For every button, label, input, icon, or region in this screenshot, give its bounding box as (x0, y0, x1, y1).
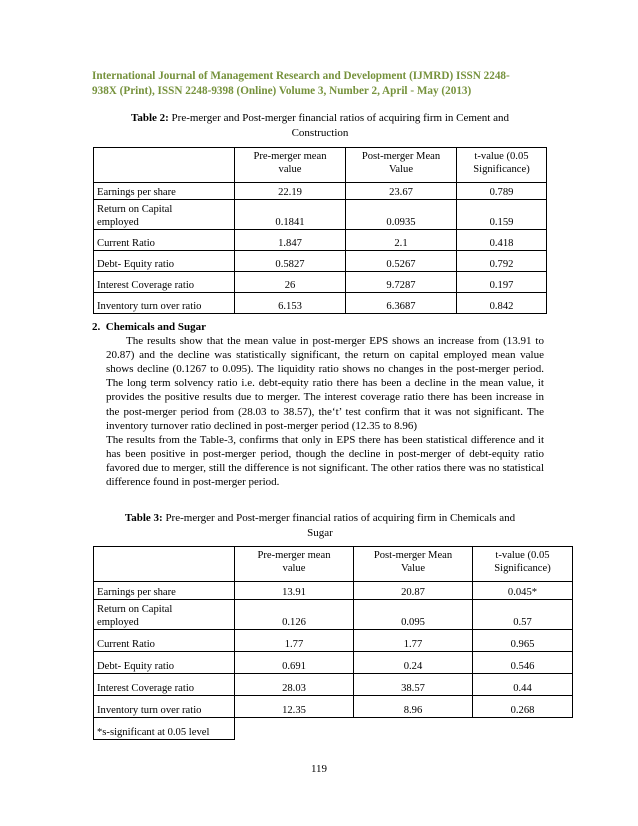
page-number: 119 (310, 763, 328, 775)
table3-footnote-row (94, 718, 573, 740)
table3-caption-label: Table 3: (124, 512, 163, 524)
row-label: Earnings per share (94, 582, 235, 600)
table3-header-empty (94, 547, 235, 582)
journal-header (92, 69, 550, 99)
table2-col-header: t-value (0.05 Significance) (457, 148, 547, 183)
table3-col-header: t-value (0.05 Significance) (473, 547, 573, 582)
table-row (94, 230, 547, 251)
post-merger-value: 0.5267 (346, 251, 457, 272)
table-row (94, 582, 573, 600)
post-merger-value: 2.1 (346, 230, 457, 251)
t-value: 0.159 (457, 200, 547, 230)
table2-caption-label: Table 2: (131, 112, 169, 124)
row-label: Return on Capital employed (94, 200, 235, 230)
pre-merger-value: 1.77 (235, 630, 354, 652)
row-label: Interest Coverage ratio (94, 272, 235, 293)
t-value: 0.965 (473, 630, 573, 652)
table2-col-header: Post-merger Mean Value (346, 148, 457, 183)
table-row (94, 696, 573, 718)
t-value: 0.789 (457, 183, 547, 200)
row-label: Interest Coverage ratio (94, 674, 235, 696)
table-row (94, 293, 547, 314)
table3-caption (100, 511, 540, 540)
table-row (94, 251, 547, 272)
pre-merger-value: 6.153 (235, 293, 346, 314)
table-row (94, 600, 573, 630)
pre-merger-value: 12.35 (235, 696, 354, 718)
journal-header-line1: International Journal of Management Research and Development (IJMRD) ISSN 2248- (92, 70, 510, 82)
t-value: 0.44 (473, 674, 573, 696)
table2-caption-line2: Construction (291, 126, 349, 139)
pre-merger-value: 22.19 (235, 183, 346, 200)
table-row (94, 652, 573, 674)
table2-col-header: Pre-merger mean value (235, 148, 346, 183)
pre-merger-value: 28.03 (235, 674, 354, 696)
section-paragraph: The results from the Table-3, confirms that only in EPS there has been statistical difference and it has been positive in post-merger period, though the decline in post-merger of debt-equity ratio favored due to merger, still the difference is not significant. The other ratios there was no statistical difference found in post-merger period. (106, 433, 544, 489)
pre-merger-value: 0.126 (235, 600, 354, 630)
row-label: Inventory turn over ratio (94, 293, 235, 314)
pre-merger-value: 0.691 (235, 652, 354, 674)
post-merger-value: 23.67 (346, 183, 457, 200)
post-merger-value: 8.96 (354, 696, 473, 718)
table3-footnote: *s-significant at 0.05 level (94, 718, 235, 740)
t-value: 0.045* (473, 582, 573, 600)
pre-merger-value: 0.1841 (235, 200, 346, 230)
row-label: Current Ratio (94, 230, 235, 251)
journal-header-line2: 938X (Print), ISSN 2248-9398 (Online) Volume 3, Number 2, April - May (2013) (92, 85, 472, 97)
row-label: Debt- Equity ratio (94, 251, 235, 272)
post-merger-value: 1.77 (354, 630, 473, 652)
pre-merger-value: 26 (235, 272, 346, 293)
table3-caption-text: Pre-merger and Post-merger financial ratios of acquiring firm in Chemicals and (162, 512, 516, 524)
table3-col-header: Pre-merger mean value (235, 547, 354, 582)
t-value: 0.792 (457, 251, 547, 272)
pre-merger-value: 13.91 (235, 582, 354, 600)
row-label: Return on Capital employed (94, 600, 235, 630)
post-merger-value: 6.3687 (346, 293, 457, 314)
table2-header-row (94, 148, 547, 183)
section-paragraph: The results show that the mean value in post-merger EPS shows an increase from (13.91 to 20.87) and the decline was statistically significant, the return on capital employed mean value shows decline (0.1267 to 0.095). The liquidity ratio shows no changes in the post-merger period. The long term solvency ratio i.e. debt-equity ratio there has been a decline in the mean value, it provides the positive results due to merger. The interest coverage ratio there has been increase in the post-merger period from (28.03 to 38.57), the‘t’ test confirm that it was not significant. The inventory turnover ratio declined in post-merger period (12.35 to 8.96) (106, 335, 544, 432)
row-label: Earnings per share (94, 183, 235, 200)
post-merger-value: 38.57 (354, 674, 473, 696)
t-value: 0.197 (457, 272, 547, 293)
section-chemicals-sugar (92, 320, 544, 489)
t-value: 0.268 (473, 696, 573, 718)
table2-caption-text: Pre-merger and Post-merger financial ratios of acquiring firm in Cement and (168, 112, 509, 124)
table3-col-header: Post-merger Mean Value (354, 547, 473, 582)
t-value: 0.842 (457, 293, 547, 314)
pre-merger-value: 1.847 (235, 230, 346, 251)
post-merger-value: 9.7287 (346, 272, 457, 293)
t-value: 0.418 (457, 230, 547, 251)
row-label: Debt- Equity ratio (94, 652, 235, 674)
table-row (94, 200, 547, 230)
pre-merger-value: 0.5827 (235, 251, 346, 272)
section-body (92, 334, 544, 489)
row-label: Current Ratio (94, 630, 235, 652)
table2 (93, 147, 547, 314)
table2-caption (100, 111, 540, 140)
table-row (94, 630, 573, 652)
table3 (93, 546, 573, 740)
table-row (94, 272, 547, 293)
t-value: 0.57 (473, 600, 573, 630)
row-label: Inventory turn over ratio (94, 696, 235, 718)
post-merger-value: 20.87 (354, 582, 473, 600)
table3-caption-line2: Sugar (307, 526, 333, 539)
table2-header-empty (94, 148, 235, 183)
section-heading: 2. Chemicals and Sugar (92, 321, 206, 333)
post-merger-value: 0.24 (354, 652, 473, 674)
table-row (94, 183, 547, 200)
t-value: 0.546 (473, 652, 573, 674)
post-merger-value: 0.095 (354, 600, 473, 630)
table3-header-row (94, 547, 573, 582)
post-merger-value: 0.0935 (346, 200, 457, 230)
table-row (94, 674, 573, 696)
